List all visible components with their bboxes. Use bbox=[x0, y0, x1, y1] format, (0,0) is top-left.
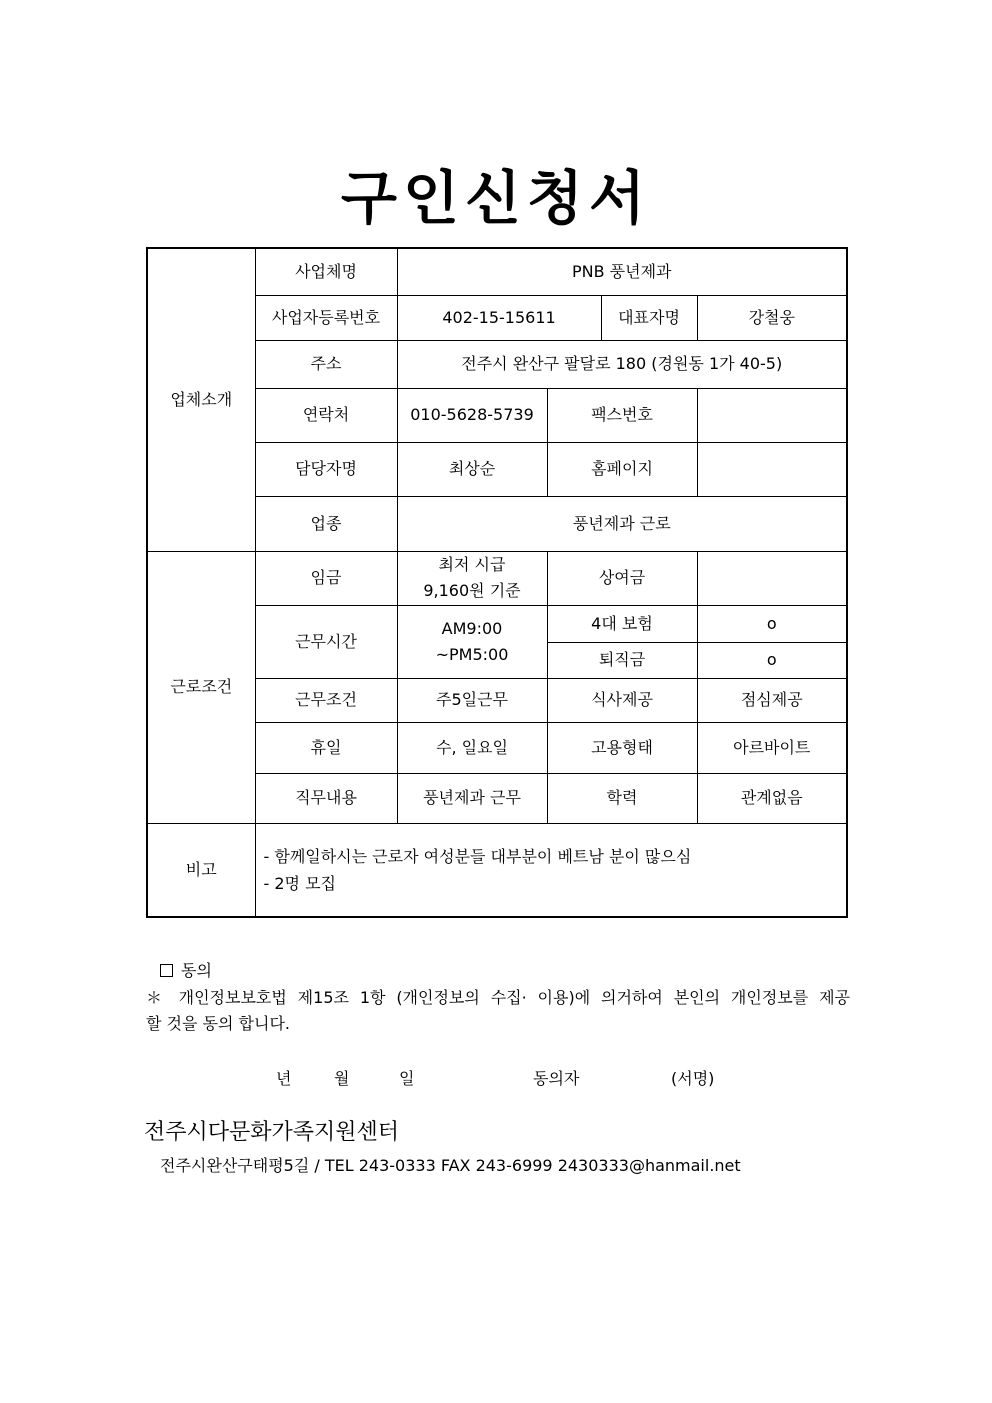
company-name-label: 사업체명 bbox=[255, 248, 397, 295]
meal-value: 점심제공 bbox=[697, 678, 847, 722]
signature-month: 월 bbox=[334, 1069, 350, 1088]
reg-no-label: 사업자등록번호 bbox=[255, 295, 397, 340]
consent-text-line-1: ＊ 개인정보보호법 제15조 1항 (개인정보의 수집· 이용)에 의거하여 본인의 개인정보를 제공 bbox=[146, 988, 850, 1007]
ceo-value: 강철웅 bbox=[697, 295, 847, 340]
homepage-label: 홈페이지 bbox=[547, 442, 697, 496]
table-row bbox=[147, 551, 847, 605]
reg-no-value: 402-15-15611 bbox=[397, 295, 601, 340]
page-title: 구인신청서 bbox=[340, 164, 652, 232]
education-label: 학력 bbox=[547, 773, 697, 823]
consent-checkbox-label: 동의 bbox=[181, 961, 212, 980]
application-form-table bbox=[146, 247, 848, 918]
section-remarks: 비고 bbox=[147, 823, 255, 917]
address-value: 전주시 완산구 팔달로 180 (경원동 1가 40-5) bbox=[397, 340, 847, 388]
ceo-label: 대표자명 bbox=[601, 295, 697, 340]
employment-type-value: 아르바이트 bbox=[697, 722, 847, 773]
hours-label: 근무시간 bbox=[255, 605, 397, 678]
consent-text-line-2: 할 것을 동의 합니다. bbox=[146, 1014, 290, 1033]
signature-agreer-label: 동의자 bbox=[533, 1069, 580, 1088]
bonus-label: 상여금 bbox=[547, 551, 697, 605]
manager-value: 최상순 bbox=[397, 442, 547, 496]
fax-value bbox=[697, 388, 847, 442]
consent-checkbox[interactable] bbox=[160, 964, 173, 977]
insurance-value: o bbox=[697, 605, 847, 642]
meal-label: 식사제공 bbox=[547, 678, 697, 722]
remark-line: - 2명 모집 bbox=[263, 873, 336, 893]
signature-day: 일 bbox=[399, 1069, 415, 1088]
holiday-value: 수, 일요일 bbox=[397, 722, 547, 773]
wage-value bbox=[397, 551, 547, 605]
condition-label: 근무조건 bbox=[255, 678, 397, 722]
remarks-value bbox=[255, 823, 847, 917]
phone-value: 010-5628-5739 bbox=[397, 388, 547, 442]
wage-label: 임금 bbox=[255, 551, 397, 605]
holiday-label: 휴일 bbox=[255, 722, 397, 773]
company-name-value: PNB 풍년제과 bbox=[397, 248, 847, 295]
address-label: 주소 bbox=[255, 340, 397, 388]
homepage-value bbox=[697, 442, 847, 496]
severance-value: o bbox=[697, 642, 847, 678]
manager-label: 담당자명 bbox=[255, 442, 397, 496]
condition-value: 주5일근무 bbox=[397, 678, 547, 722]
insurance-label: 4대 보험 bbox=[547, 605, 697, 642]
wage-line-1: 최저 시급 bbox=[438, 555, 506, 574]
employment-type-label: 고용형태 bbox=[547, 722, 697, 773]
organization-contact: 전주시완산구태평5길 / TEL 243-0333 FAX 243-6999 2430333@hanmail.net bbox=[160, 1156, 741, 1175]
industry-label: 업종 bbox=[255, 496, 397, 551]
hours-line-1: AM9:00 bbox=[441, 618, 503, 638]
wage-line-2: 9,160원 기준 bbox=[423, 581, 521, 600]
bonus-value bbox=[697, 551, 847, 605]
fax-label: 팩스번호 bbox=[547, 388, 697, 442]
section-company: 업체소개 bbox=[147, 248, 255, 551]
signature-year: 년 bbox=[276, 1069, 292, 1088]
remark-line: - 함께일하시는 근로자 여성분들 대부분이 베트남 분이 많으심 bbox=[263, 846, 692, 866]
industry-value: 풍년제과 근로 bbox=[397, 496, 847, 551]
severance-label: 퇴직금 bbox=[547, 642, 697, 678]
organization-name: 전주시다문화가족지원센터 bbox=[144, 1120, 400, 1145]
hours-line-2: ~PM5:00 bbox=[435, 644, 509, 664]
consent-checkbox-row[interactable] bbox=[160, 958, 212, 984]
hours-value bbox=[397, 605, 547, 678]
education-value: 관계없음 bbox=[697, 773, 847, 823]
signature-sign-field: (서명) bbox=[671, 1069, 715, 1088]
duty-value: 풍년제과 근무 bbox=[397, 773, 547, 823]
table-row bbox=[147, 248, 847, 295]
section-work: 근로조건 bbox=[147, 551, 255, 823]
phone-label: 연락처 bbox=[255, 388, 397, 442]
table-row bbox=[147, 823, 847, 917]
duty-label: 직무내용 bbox=[255, 773, 397, 823]
